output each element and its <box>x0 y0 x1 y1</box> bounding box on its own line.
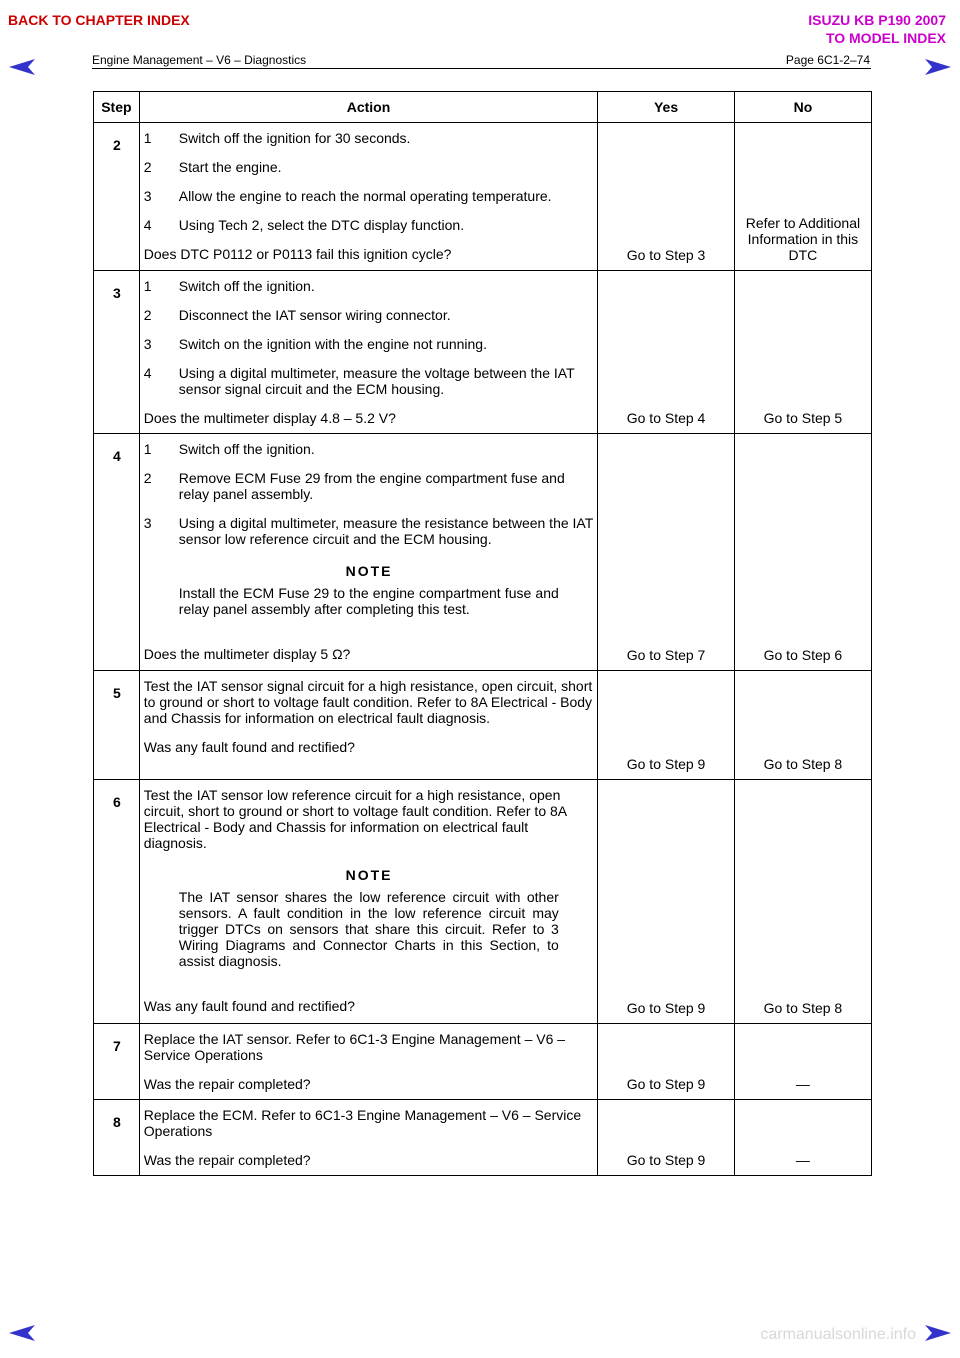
action-text: Replace the ECM. Refer to 6C1-3 Engine Management – V6 – Service Operations <box>143 1107 582 1139</box>
step-action <box>139 1100 597 1176</box>
action-num: 3 <box>143 336 152 352</box>
action-text: Switch on the ignition with the engine not running. <box>178 336 487 352</box>
diagnostic-table <box>93 91 872 1176</box>
action-text: Remove ECM Fuse 29 from the engine compartment fuse and relay panel assembly. <box>178 470 565 502</box>
step-number: 2 <box>94 123 140 271</box>
action-text: Switch off the ignition for 30 seconds. <box>178 130 411 146</box>
note-label: NOTE <box>345 867 393 883</box>
action-num: 3 <box>143 188 152 204</box>
yes-result: Go to Step 9 <box>598 780 735 1024</box>
table-row <box>94 780 872 1024</box>
document-title: Engine Management – V6 – Diagnostics <box>92 53 307 67</box>
action-text: Test the IAT sensor signal circuit for a high resistance, open circuit, short to ground or short to voltage fault condition. Refer to 8A Electrical - Body and Chassis for information on electrical fault diagnosis. <box>143 678 593 726</box>
action-text: Start the engine. <box>178 159 282 175</box>
step-action <box>139 671 597 780</box>
table-row <box>94 434 872 671</box>
prev-page-bottom-left-arrow-icon[interactable] <box>8 1324 36 1342</box>
action-question: Was any fault found and rectified? <box>143 998 355 1014</box>
step-action <box>139 434 597 671</box>
step-action <box>139 271 597 434</box>
to-model-index-link[interactable]: TO MODEL INDEX <box>825 30 946 46</box>
action-text: Using a digital multimeter, measure the resistance between the IAT sensor low reference circuit and the ECM housing. <box>178 515 594 547</box>
step-number: 8 <box>94 1100 140 1176</box>
table-row <box>94 1100 872 1176</box>
header-rule <box>92 68 871 69</box>
no-result: — <box>734 1100 871 1176</box>
action-text: Replace the IAT sensor. Refer to 6C1-3 Engine Management – V6 – Service Operations <box>143 1031 566 1063</box>
no-result: Refer to Additional Information in this DTC <box>734 123 871 271</box>
action-num: 2 <box>143 159 152 175</box>
action-text: Switch off the ignition. <box>178 441 315 457</box>
back-to-chapter-index-link[interactable]: BACK TO CHAPTER INDEX <box>8 12 190 28</box>
note-text: Install the ECM Fuse 29 to the engine compartment fuse and relay panel assembly after completing this test. <box>178 585 559 617</box>
table-row <box>94 271 872 434</box>
step-number: 3 <box>94 271 140 434</box>
page-number: Page 6C1-2–74 <box>785 53 870 67</box>
step-number: 6 <box>94 780 140 1024</box>
table-row <box>94 671 872 780</box>
no-result: — <box>734 1024 871 1100</box>
yes-result: Go to Step 3 <box>598 123 735 271</box>
step-number: 7 <box>94 1024 140 1100</box>
action-text: Switch off the ignition. <box>178 278 315 294</box>
action-num: 1 <box>143 130 152 146</box>
action-num: 4 <box>143 217 152 233</box>
action-text: Test the IAT sensor low reference circuit for a high resistance, open circuit, short to ground or short to voltage fault condition. Refer to 8A Electrical - Body and Chassis for information on electrical fault diagnosis. <box>143 787 567 851</box>
action-text: Using a digital multimeter, measure the voltage between the IAT sensor signal circuit and the ECM housing. <box>178 365 575 397</box>
table-row <box>94 123 872 271</box>
table-row <box>94 1024 872 1100</box>
no-result: Go to Step 6 <box>734 434 871 671</box>
action-text: Using Tech 2, select the DTC display function. <box>178 217 465 233</box>
action-num: 2 <box>143 307 152 323</box>
note-label: NOTE <box>345 563 393 579</box>
action-question: Does the multimeter display 4.8 – 5.2 V? <box>143 410 396 426</box>
action-num: 1 <box>143 278 152 294</box>
next-page-right-arrow-icon[interactable] <box>924 58 952 76</box>
prev-page-left-arrow-icon[interactable] <box>8 58 36 76</box>
action-num: 2 <box>143 470 152 486</box>
yes-result: Go to Step 9 <box>598 1100 735 1176</box>
model-index-block <box>808 11 946 47</box>
action-question: Was the repair completed? <box>143 1076 311 1092</box>
action-text: Disconnect the IAT sensor wiring connector. <box>178 307 451 323</box>
header-no: No <box>734 92 871 123</box>
step-number: 5 <box>94 671 140 780</box>
no-result: Go to Step 5 <box>734 271 871 434</box>
step-action <box>139 123 597 271</box>
note-text: The IAT sensor shares the low reference circuit with other sensors. A fault condition in the low reference circuit may trigger DTCs on sensors that share this circuit. Refer to 3 Wiring Diagrams and Connector Charts in this Section, to assist diagnosis. <box>178 889 559 969</box>
header-step: Step <box>94 92 140 123</box>
action-num: 3 <box>143 515 152 531</box>
note-block <box>144 563 594 617</box>
header-action: Action <box>139 92 597 123</box>
yes-result: Go to Step 4 <box>598 271 735 434</box>
action-question: Was any fault found and rectified? <box>143 739 355 755</box>
no-result: Go to Step 8 <box>734 671 871 780</box>
yes-result: Go to Step 9 <box>598 1024 735 1100</box>
next-page-bottom-right-arrow-icon[interactable] <box>924 1324 952 1342</box>
action-num: 1 <box>143 441 152 457</box>
step-action <box>139 780 597 1024</box>
footer-watermark: carmanualsonline.info <box>760 1326 916 1343</box>
action-question: Does the multimeter display 5 Ω? <box>143 646 351 662</box>
model-title-link[interactable]: ISUZU KB P190 2007 <box>808 12 946 28</box>
yes-result: Go to Step 7 <box>598 434 735 671</box>
step-number: 4 <box>94 434 140 671</box>
header-yes: Yes <box>598 92 735 123</box>
action-question: Was the repair completed? <box>143 1152 311 1168</box>
table-header-row <box>94 92 872 123</box>
action-question: Does DTC P0112 or P0113 fail this ignition cycle? <box>143 246 452 262</box>
action-text: Allow the engine to reach the normal operating temperature. <box>178 188 552 204</box>
yes-result: Go to Step 9 <box>598 671 735 780</box>
step-action <box>139 1024 597 1100</box>
note-block <box>144 867 594 969</box>
action-num: 4 <box>143 365 152 381</box>
no-result: Go to Step 8 <box>734 780 871 1024</box>
